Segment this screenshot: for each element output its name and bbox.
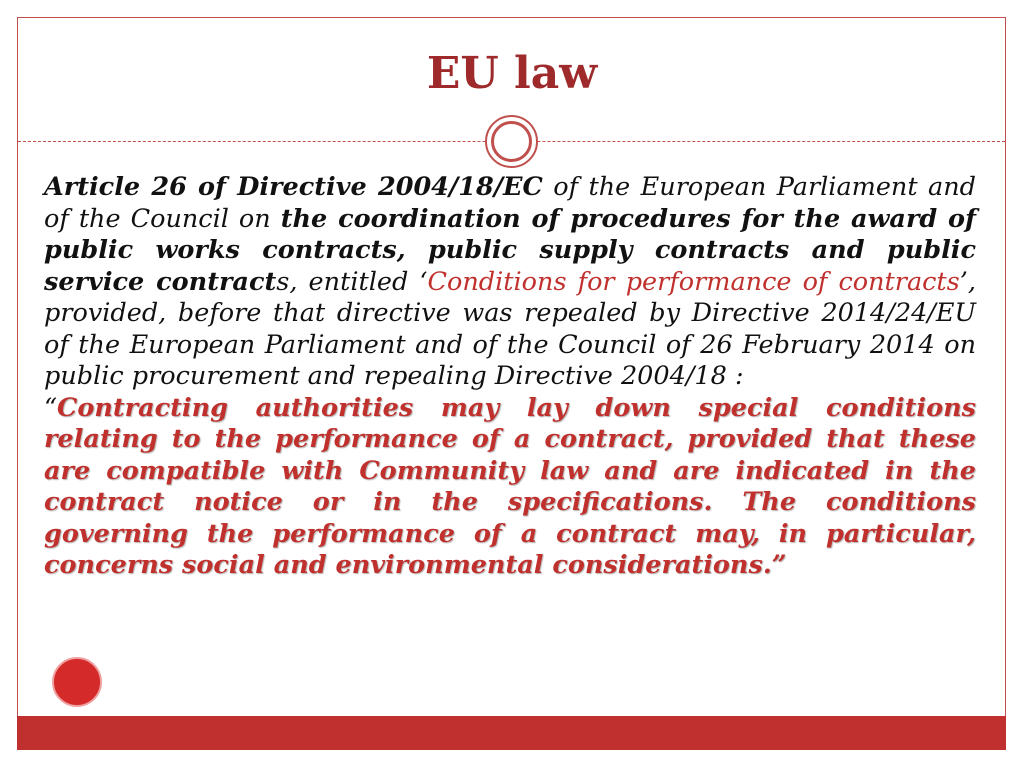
decorative-dot-icon: [52, 657, 102, 707]
slide-title: EU law: [426, 48, 598, 99]
bottom-bar: [17, 716, 1006, 750]
body-segment-2: s, entitled ‘: [276, 266, 428, 297]
article-reference: Article 26 of Directive 2004/18/EC: [44, 172, 543, 202]
quote-open-mark: “: [44, 392, 58, 423]
directive-subject: the coordination of procedures for the award of public works contracts, public supply contracts and public service contract: [44, 203, 976, 297]
quoted-provision: Contracting authorities may lay down special conditions relating to the performance of a contract, provided that these are compatible with Community law and are indicated in the contract notice or in the specifications. The conditions governing the performance of a contract may, in particular, concerns social and environmental considerations.”: [44, 392, 976, 580]
article-title: Conditions for performance of contracts: [427, 266, 960, 297]
body-segment-3: ’, provided, before that directive was repealed by Directive 2014/24/EU of the European Parliament and of the Council of 26 February 2014 on public procurement and repealing Directive 2004/18 :: [44, 266, 976, 391]
decorative-ring-inner: [491, 121, 532, 162]
body-segment-1: of the European Parliament and of the Council on: [44, 172, 977, 234]
decorative-ring-icon: [485, 115, 538, 168]
body-text: [44, 172, 976, 582]
